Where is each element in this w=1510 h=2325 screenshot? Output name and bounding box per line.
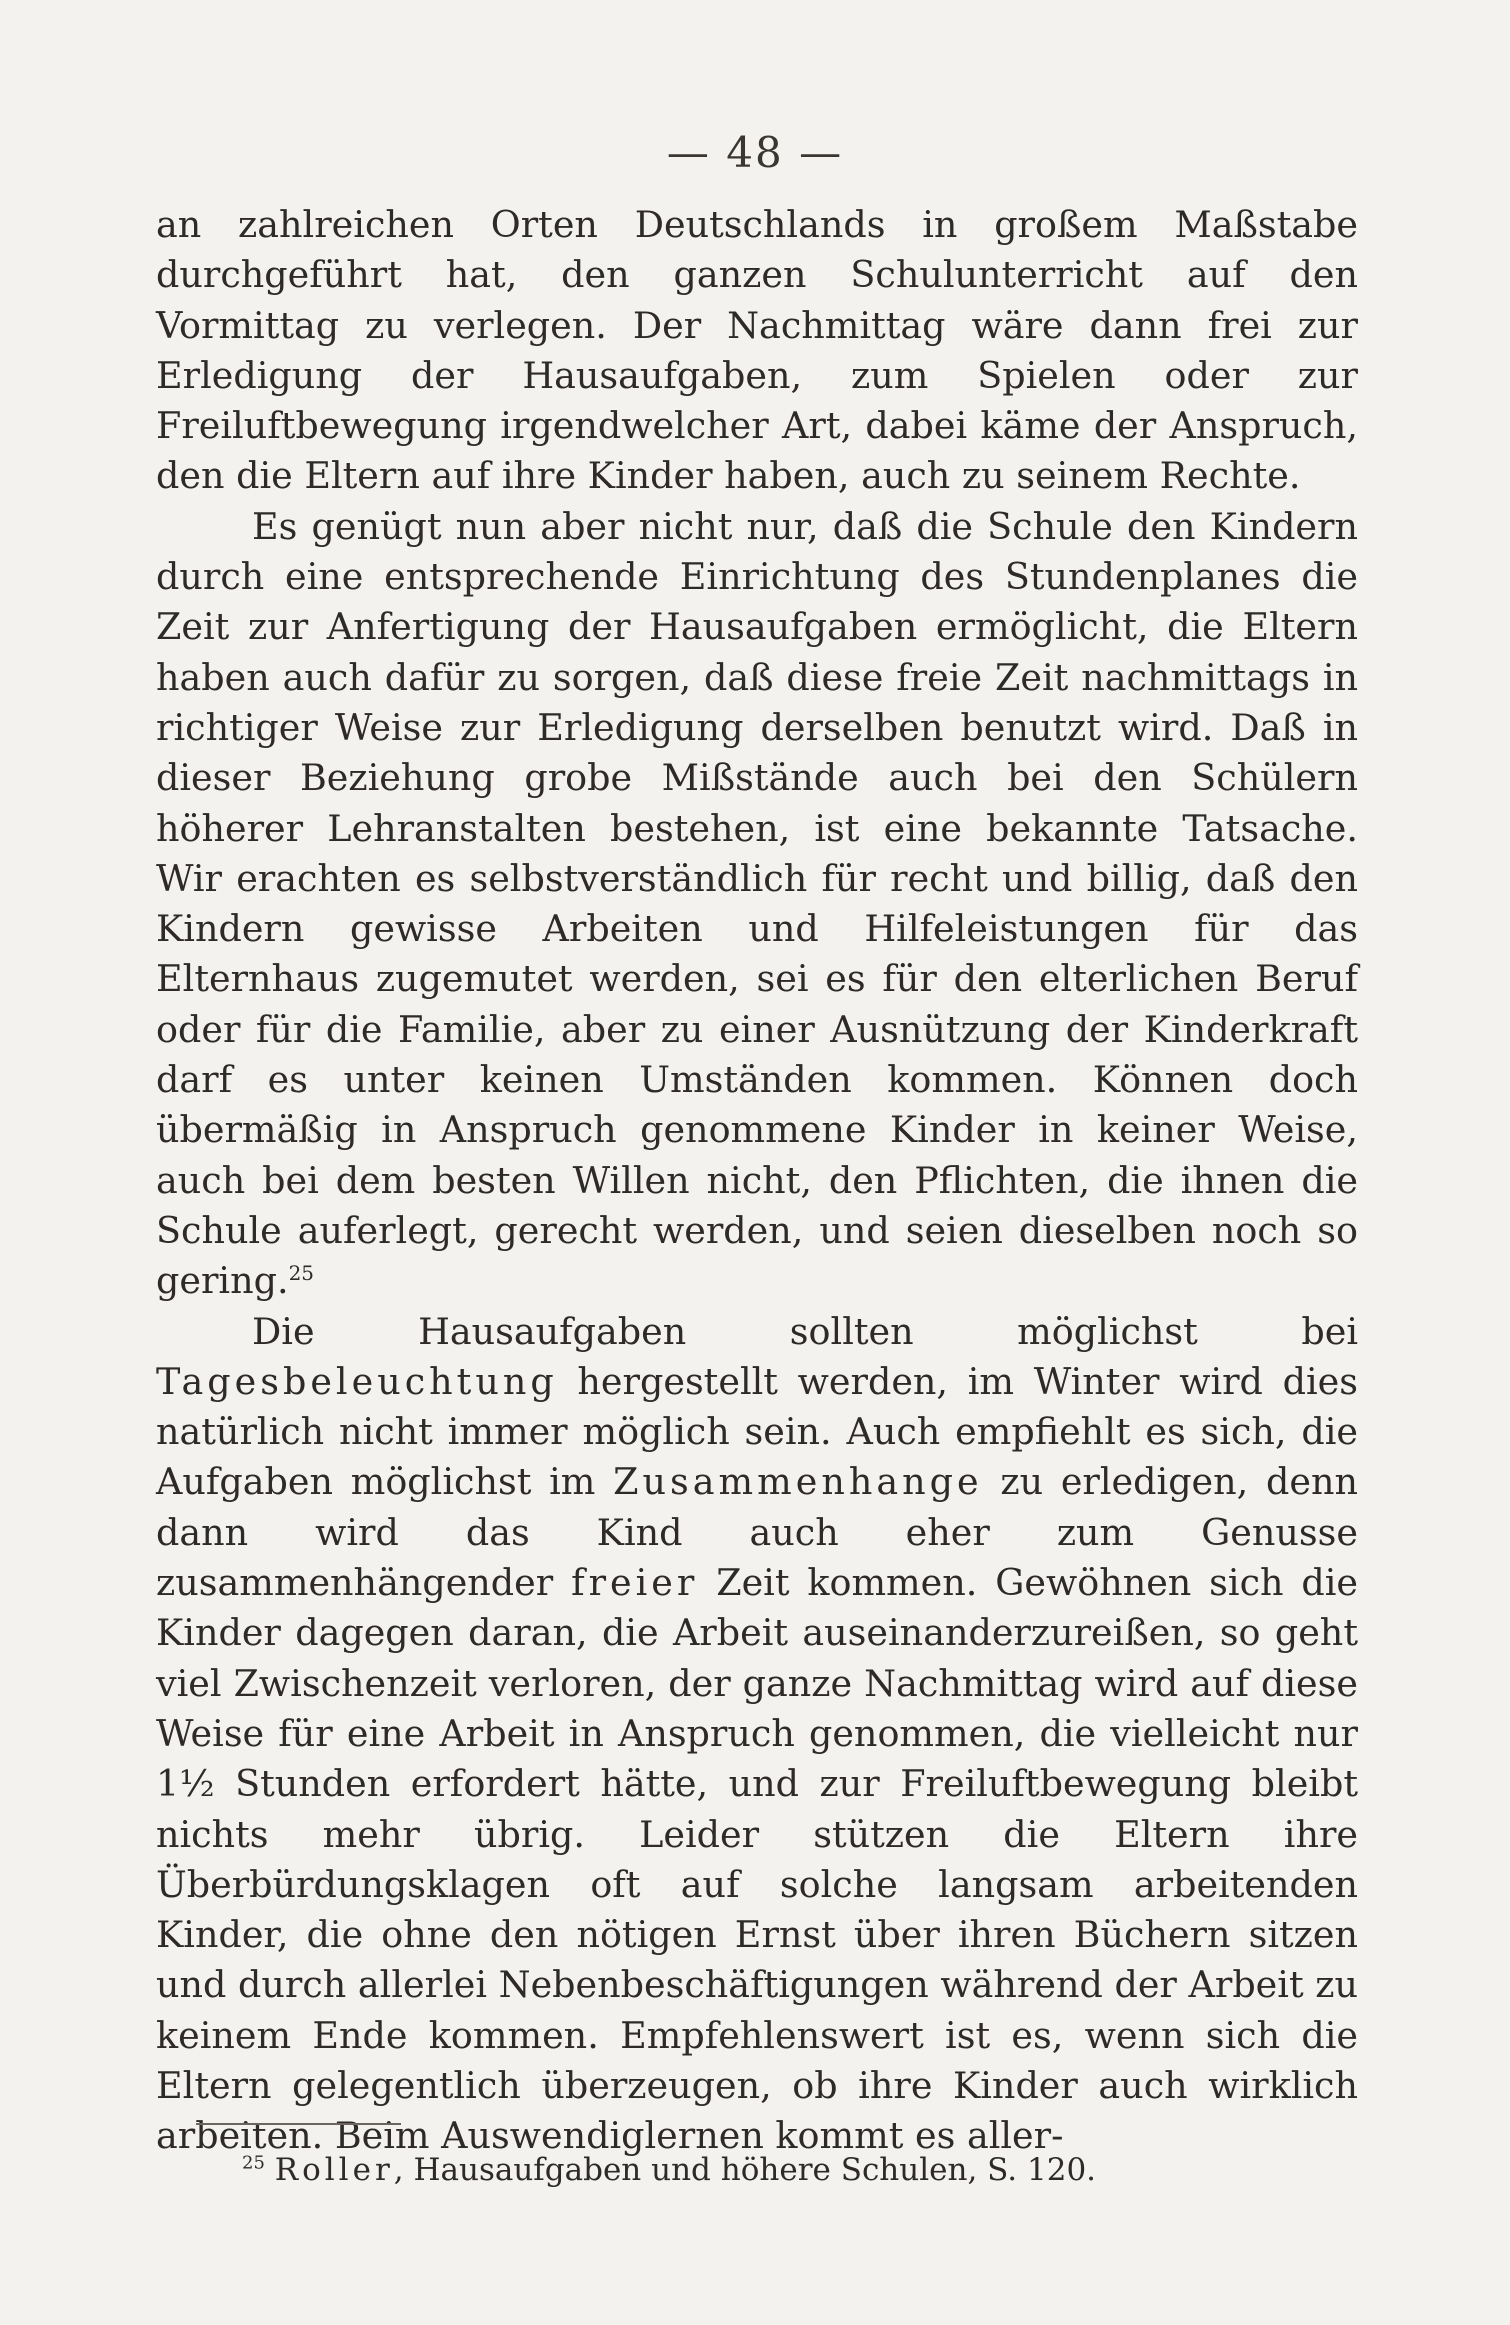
- footnote-marker: 25: [242, 2152, 265, 2174]
- paragraph-2-text: Es genügt nun aber nicht nur, daß die Schule den Kindern durch eine entsprechende Einrichtung des Stundenplanes die Zeit zur Anfertigung der Hausaufgaben ermöglicht, die Eltern haben auch dafür zu sorgen, daß diese freie Zeit nachmittags in richtiger Weise zur Erledigung derselben benutzt wird. Daß in dieser Beziehung grobe Mißstände auch bei den Schülern höherer Lehranstalten bestehen, ist eine bekannte Tatsache. Wir erachten es selbstverständlich für recht und billig, daß den Kindern gewisse Arbeiten und Hilfeleistungen für das Elternhaus zugemutet werden, sei es für den elterlichen Beruf oder für die Familie, aber zu einer Ausnützung der Kinderkraft darf es unter keinen Umständen kommen. Können doch übermäßig in Anspruch genommene Kinder in keiner Weise, auch bei dem besten Willen nicht, den Pflichten, die ihnen die Schule auferlegt, gerecht werden, und seien dieselben noch so gering.: [156, 504, 1358, 1303]
- paragraph-1-text: an zahlreichen Orten Deutschlands in großem Maßstabe durchgeführt hat, den ganzen Schulunterricht auf den Vormittag zu verlegen. Der Nachmittag wäre dann frei zur Erledigung der Hausaufgaben, zum Spielen oder zur Freiluftbewegung irgendwelcher Art, dabei käme der Anspruch, den die Eltern auf ihre Kinder haben, auch zu seinem Rechte.: [156, 203, 1358, 498]
- emphasis-daylight: Tagesbeleuchtung: [156, 1359, 558, 1403]
- paragraph-3-text-after: Zeit kommen. Gewöhnen sich die Kinder dagegen daran, die Arbeit auseinanderzureißen, so geht viel Zwischenzeit verloren, der ganze Nachmittag wird auf diese Weise für eine Arbeit in Anspruch genommen, die vielleicht nur 1½ Stunden erfordert hätte, und zur Freiluftbewegung bleibt nichts mehr übrig. Leider stützen die Eltern ihre Überbürdungsklagen oft auf solche langsam arbeitenden Kinder, die ohne den nötigen Ernst über ihren Büchern sitzen und durch allerlei Nebenbeschäftigungen während der Arbeit zu keinem Ende kommen. Empfehlenswert ist es, wenn sich die Eltern gelegentlich überzeugen, ob ihre Kinder auch wirklich arbeiten. Beim Auswendiglernen kommt es aller-: [156, 1561, 1359, 2158]
- page-number: — 48 —: [666, 128, 844, 177]
- paragraph-3: [156, 1307, 1358, 2162]
- footnote-text: , Hausaufgaben und höhere Schulen, S. 120.: [393, 2152, 1097, 2188]
- paragraph-2: [156, 502, 1358, 1307]
- body-text: [156, 200, 1358, 2162]
- emphasis-free: freier: [571, 1561, 699, 1605]
- paragraph-3-text-before: Die Hausaufgaben sollten möglichst bei: [252, 1309, 1358, 1353]
- footnote: [242, 2148, 1342, 2192]
- paragraph-3-text-middle2: zu erledigen, denn dann wird das Kind auch eher zum Genusse zusammenhängender: [156, 1460, 1358, 1605]
- paragraph-1: [156, 200, 1358, 502]
- emphasis-context: Zusammenhange: [613, 1460, 983, 1504]
- footnote-author: Roller: [274, 2152, 394, 2188]
- paragraph-3-text-middle: hergestellt werden, im Winter wird dies natürlich nicht immer möglich sein. Auch empfiehlt es sich, die Aufgaben möglichst im: [156, 1359, 1358, 1504]
- footnote-divider: [196, 2123, 401, 2125]
- footnote-reference[interactable]: 25: [288, 1261, 315, 1286]
